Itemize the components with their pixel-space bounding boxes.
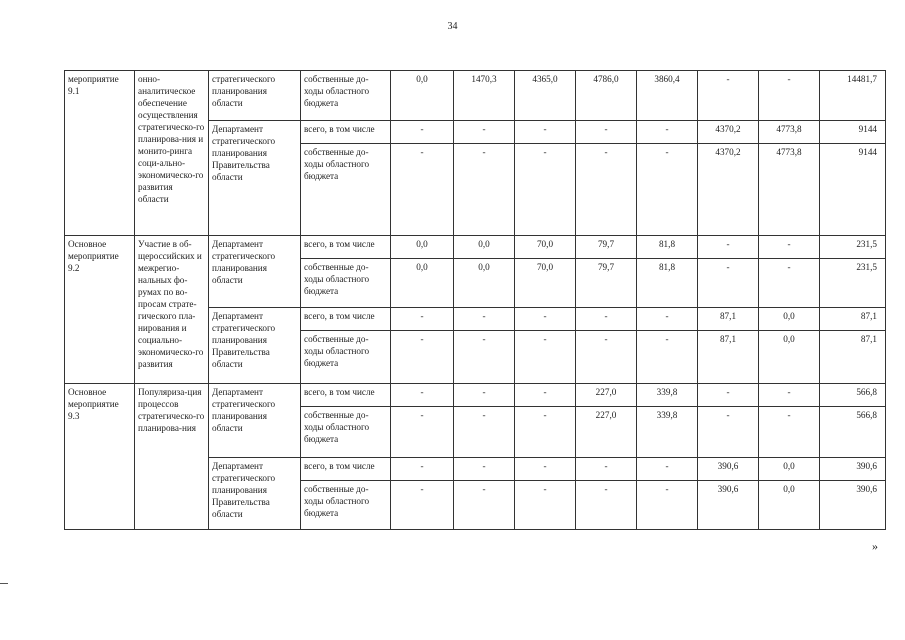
value-cell: 390,6 xyxy=(698,458,759,481)
value-cell: - xyxy=(698,259,759,308)
value-cell: - xyxy=(637,144,698,236)
total-cell: 9144 xyxy=(820,144,886,236)
funding-source-cell: собственные до-ходы областного бюджета xyxy=(301,481,391,530)
value-cell: - xyxy=(454,121,515,144)
value-cell: - xyxy=(391,407,454,458)
budget-table xyxy=(64,70,886,530)
value-cell: 227,0 xyxy=(576,407,637,458)
value-cell: - xyxy=(698,71,759,121)
description-cell: Участие в об-щероссийских и межрегио-нальных фо-румах по во-просам страте-гического пла-нирования и социально-экономическо-го развития xyxy=(135,236,209,384)
event-cell: мероприятие 9.1 xyxy=(65,71,135,236)
total-cell: 231,5 xyxy=(820,236,886,259)
value-cell: 4370,2 xyxy=(698,121,759,144)
value-cell: 79,7 xyxy=(576,259,637,308)
value-cell: 0,0 xyxy=(391,259,454,308)
page-number: 34 xyxy=(447,21,458,32)
value-cell: 4370,2 xyxy=(698,144,759,236)
value-cell: - xyxy=(454,384,515,407)
executor-cell: стратегического планирования области xyxy=(209,71,301,121)
value-cell: - xyxy=(515,121,576,144)
value-cell: 0,0 xyxy=(391,71,454,121)
total-cell: 87,1 xyxy=(820,308,886,331)
value-cell: - xyxy=(637,121,698,144)
value-cell: 1470,3 xyxy=(454,71,515,121)
value-cell: 227,0 xyxy=(576,384,637,407)
value-cell: - xyxy=(576,458,637,481)
value-cell: - xyxy=(454,458,515,481)
continuation-mark: » xyxy=(872,539,878,553)
margin-tick xyxy=(0,583,8,584)
funding-source-cell: собственные до-ходы областного бюджета xyxy=(301,331,391,384)
description-cell: Популяриза-ция процессов стратегическо-го планирова-ния xyxy=(135,384,209,530)
value-cell: 3860,4 xyxy=(637,71,698,121)
value-cell: - xyxy=(576,144,637,236)
value-cell: - xyxy=(454,308,515,331)
value-cell: - xyxy=(515,331,576,384)
value-cell: - xyxy=(454,407,515,458)
value-cell: - xyxy=(391,384,454,407)
table-row xyxy=(65,71,886,121)
value-cell: 79,7 xyxy=(576,236,637,259)
funding-source-cell: всего, в том числе xyxy=(301,384,391,407)
value-cell: 4773,8 xyxy=(759,121,820,144)
total-cell: 231,5 xyxy=(820,259,886,308)
value-cell: - xyxy=(391,121,454,144)
funding-source-cell: собственные до-ходы областного бюджета xyxy=(301,71,391,121)
executor-cell: Департамент стратегического планирования Правительства области xyxy=(209,121,301,236)
value-cell: 0,0 xyxy=(454,259,515,308)
value-cell: 70,0 xyxy=(515,236,576,259)
value-cell: - xyxy=(759,259,820,308)
value-cell: - xyxy=(454,144,515,236)
funding-source-cell: всего, в том числе xyxy=(301,121,391,144)
value-cell: - xyxy=(759,236,820,259)
value-cell: 4773,8 xyxy=(759,144,820,236)
value-cell: 87,1 xyxy=(698,331,759,384)
total-cell: 390,6 xyxy=(820,458,886,481)
value-cell: 4365,0 xyxy=(515,71,576,121)
executor-cell: Департамент стратегического планирования области xyxy=(209,384,301,458)
value-cell: 390,6 xyxy=(698,481,759,530)
total-cell: 14481,7 xyxy=(820,71,886,121)
value-cell: - xyxy=(759,71,820,121)
value-cell: 81,8 xyxy=(637,259,698,308)
value-cell: - xyxy=(515,144,576,236)
funding-source-cell: собственные до-ходы областного бюджета xyxy=(301,407,391,458)
value-cell: 0,0 xyxy=(759,308,820,331)
value-cell: - xyxy=(515,481,576,530)
description-cell: онно-аналитическое обеспечение осуществления стратегическо-го планирова-ния и монито-ринга соци-ально-экономическо-го развития области xyxy=(135,71,209,236)
value-cell: - xyxy=(391,144,454,236)
value-cell: - xyxy=(698,384,759,407)
executor-cell: Департамент стратегического планирования Правительства области xyxy=(209,458,301,530)
value-cell: 70,0 xyxy=(515,259,576,308)
value-cell: - xyxy=(454,331,515,384)
value-cell: - xyxy=(515,384,576,407)
value-cell: 87,1 xyxy=(698,308,759,331)
value-cell: 0,0 xyxy=(454,236,515,259)
value-cell: - xyxy=(576,331,637,384)
total-cell: 390,6 xyxy=(820,481,886,530)
funding-source-cell: всего, в том числе xyxy=(301,458,391,481)
value-cell: - xyxy=(637,481,698,530)
value-cell: - xyxy=(515,308,576,331)
total-cell: 87,1 xyxy=(820,331,886,384)
total-cell: 9144 xyxy=(820,121,886,144)
value-cell: - xyxy=(759,384,820,407)
value-cell: 0,0 xyxy=(759,458,820,481)
value-cell: - xyxy=(698,407,759,458)
value-cell: - xyxy=(391,481,454,530)
funding-source-cell: собственные до-ходы областного бюджета xyxy=(301,259,391,308)
value-cell: - xyxy=(637,458,698,481)
value-cell: 81,8 xyxy=(637,236,698,259)
value-cell: 339,8 xyxy=(637,384,698,407)
value-cell: 0,0 xyxy=(391,236,454,259)
value-cell: - xyxy=(759,407,820,458)
value-cell: 0,0 xyxy=(759,481,820,530)
value-cell: - xyxy=(637,308,698,331)
value-cell: - xyxy=(576,121,637,144)
table-row xyxy=(65,236,886,259)
value-cell: - xyxy=(576,308,637,331)
value-cell: - xyxy=(391,331,454,384)
value-cell: - xyxy=(698,236,759,259)
executor-cell: Департамент стратегического планирования Правительства области xyxy=(209,308,301,384)
value-cell: - xyxy=(637,331,698,384)
value-cell: 0,0 xyxy=(759,331,820,384)
total-cell: 566,8 xyxy=(820,384,886,407)
value-cell: - xyxy=(454,481,515,530)
value-cell: - xyxy=(515,407,576,458)
value-cell: - xyxy=(515,458,576,481)
total-cell: 566,8 xyxy=(820,407,886,458)
event-cell: Основное мероприятие 9.2 xyxy=(65,236,135,384)
value-cell: 4786,0 xyxy=(576,71,637,121)
value-cell: - xyxy=(391,308,454,331)
funding-source-cell: всего, в том числе xyxy=(301,236,391,259)
table-row xyxy=(65,384,886,407)
event-cell: Основное мероприятие 9.3 xyxy=(65,384,135,530)
value-cell: - xyxy=(576,481,637,530)
funding-source-cell: собственные до-ходы областного бюджета xyxy=(301,144,391,236)
executor-cell: Департамент стратегического планирования области xyxy=(209,236,301,308)
funding-source-cell: всего, в том числе xyxy=(301,308,391,331)
value-cell: 339,8 xyxy=(637,407,698,458)
value-cell: - xyxy=(391,458,454,481)
